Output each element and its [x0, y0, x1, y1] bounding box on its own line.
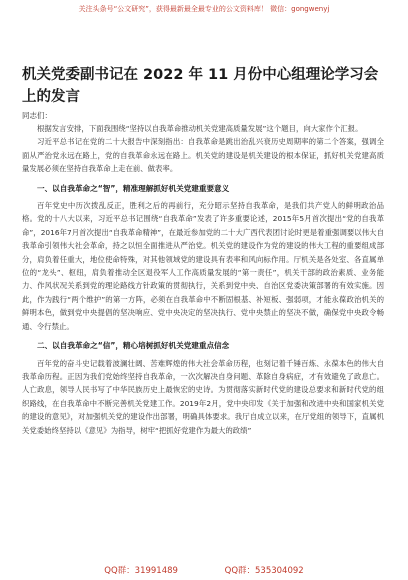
- page-title: 机关党委副书记在 2022 年 11 月份中心组理论学习会上的发言: [22, 67, 379, 105]
- intro-paragraph: 习近平总书记在党的二十大报告中深刻指出：自我革命是跳出治乱兴衰历史周期率的第二个答案，强调全面从严治党永远在路上，党的自我革命永远在路上。机关党的建设是机关建设的根本保证，抓好机关党建高质量发展必须在坚持自我革命上走在前、做表率。: [22, 137, 384, 174]
- banner-text: 关注头条号“公文研究”，获得最新最全最专业的公文资料库！ 微信：gongwenyj: [78, 5, 330, 13]
- section-paragraph: 百年党的奋斗史记载着波澜壮阔、苦难辉煌的伟大社会革命历程，也刻记着千锤百炼、永葆本色的伟大自我革命历程。正因为我们党始终坚持自我革命，一次次解决自身问题、革除自身病症，才有效避免了政息亡。人亡政息，领导人民书写了中华民族历史上最恢宏的史诗。为贯彻落实新时代党的建设总要求和新时代党的组织路线，在自我革命中不断完善机关党建工作。2019年2月，党中央印发《关于加强和改进中央和国家机关党的建设的意见》，对加强机关党的建设作出部署，明确具体要求。我厅自成立以来，在厅党组的领导下，直属机关党委始终坚持以《意见》为指导，树牢“把抓好党建作为最大的政绩”: [22, 358, 384, 435]
- header-banner: [0, 0, 408, 62]
- document-body: [22, 122, 384, 437]
- section-heading: 一、以自我革命之“智”，精准理解抓好机关党建重要意义: [37, 183, 230, 193]
- intro-paragraph: 根据发言安排，下面我围绕“坚持以自我革命推动机关党建高质量发展”这个题目，向大家作个汇报。: [37, 124, 363, 133]
- footer-qq-group-2: QQ群：535304092: [224, 566, 304, 576]
- footer-contacts: [0, 562, 408, 580]
- section-heading: 二、以自我革命之“信”，精心培树抓好机关党建重点信念: [37, 341, 230, 351]
- section-paragraph: 百年党史中历次拨乱反正，胜利之后的再前行，充分昭示坚持自我革命，是我们共产党人的鲜明政治品格。党的十八大以来，习近平总书记围绕“自我革命”发表了许多重要论述，2015年5月首次提出“党的自我革命”，2016年7月首次提出“自我革命精神”，在最近参加党的二十大广西代表团讨论时更是着重强调要以伟大自我革命引领伟大社会革命，持之以恒全面推进从严治党。机关党的建设作为党的建设的伟大工程的重要组成部分，肩负着任重大，地位使命特殊，对其他领域党的建设具有表率和风向标作用。厅机关是各处室、各直属单位的“龙头”、枢纽，肩负着推动全区退役军人工作高质量发展的“第一责任”，机关干部的政治素质、业务能力、作风状况关系到党的理论路线方针政策的贯彻执行，关系到党中央、自治区党委决策部署的有效实施。因此，作为践行“两个维护”的第一方阵，必须在自我革命中不断固根基、补短板、强弱项，才能永葆政治机关的鲜明本色，做到党中央提倡的坚决响应、党中央决定的坚决执行、党中央禁止的坚决不做，确保党中央政令畅通、令行禁止。: [22, 201, 384, 331]
- greeting: 同志们：: [22, 111, 52, 120]
- footer-qq-group-1: QQ群：31991489: [104, 566, 178, 576]
